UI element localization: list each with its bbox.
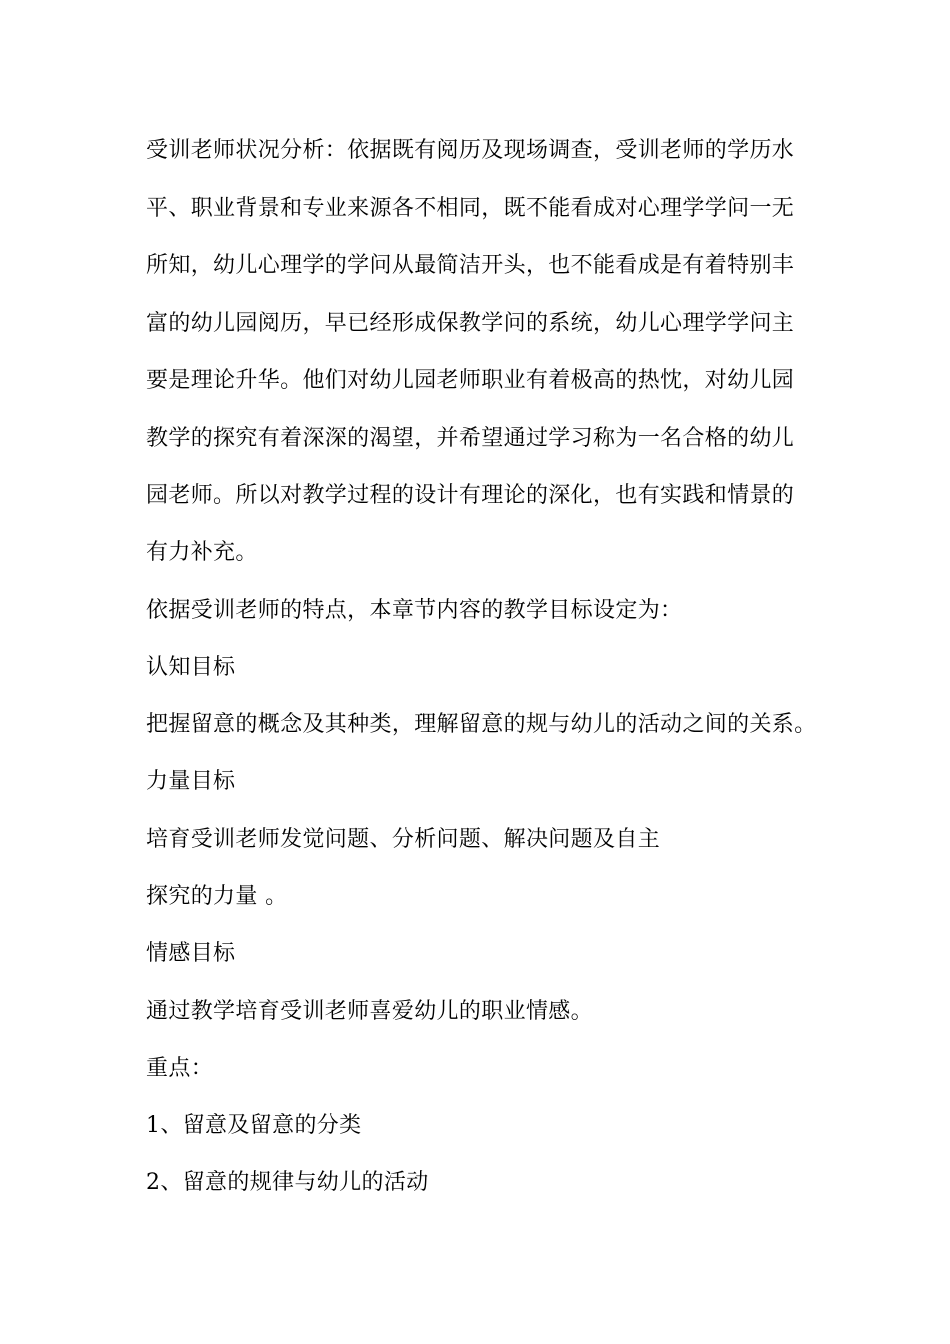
paragraph-line: 富的幼儿园阅历，早已经形成保教学问的系统，幼儿心理学学问主 — [146, 311, 795, 336]
cognitive-goal-heading: 认知目标 — [146, 655, 236, 680]
key-point-item: 1、留意及留意的分类 — [146, 1113, 362, 1138]
paragraph-line: 平、职业背景和专业来源各不相同，既不能看成对心理学学问一无 — [146, 196, 795, 221]
paragraph-line: 要是理论升华。他们对幼儿园老师职业有着极高的热忱，对幼儿园 — [146, 368, 795, 393]
emotion-goal-heading: 情感目标 — [146, 941, 236, 966]
ability-goal-heading: 力量目标 — [146, 769, 236, 794]
paragraph-line: 受训老师状况分析：依据既有阅历及现场调查，受训老师的学历水 — [146, 138, 795, 163]
paragraph-line: 所知，幼儿心理学的学问从最简洁开头，也不能看成是有着特别丰 — [146, 253, 795, 278]
paragraph-line: 有力补充。 — [146, 540, 258, 565]
ability-goal-text: 探究的力量 。 — [146, 884, 288, 909]
intro-text: 依据受训老师的特点，本章节内容的教学目标设定为： — [146, 598, 683, 623]
ability-goal-text: 培育受训老师发觉问题、分析问题、解决问题及自主 — [146, 827, 661, 852]
emotion-goal-text: 通过教学培育受训老师喜爱幼儿的职业情感。 — [146, 999, 594, 1024]
paragraph-line: 园老师。所以对教学过程的设计有理论的深化，也有实践和情景的 — [146, 483, 795, 508]
cognitive-goal-text: 把握留意的概念及其种类，理解留意的规与幼儿的活动之间的关系。 — [146, 712, 817, 737]
key-point-item: 2、留意的规律与幼儿的活动 — [146, 1170, 429, 1195]
paragraph-line: 教学的探究有着深深的渴望，并希望通过学习称为一名合格的幼儿 — [146, 426, 795, 451]
key-points-heading: 重点： — [146, 1056, 214, 1081]
